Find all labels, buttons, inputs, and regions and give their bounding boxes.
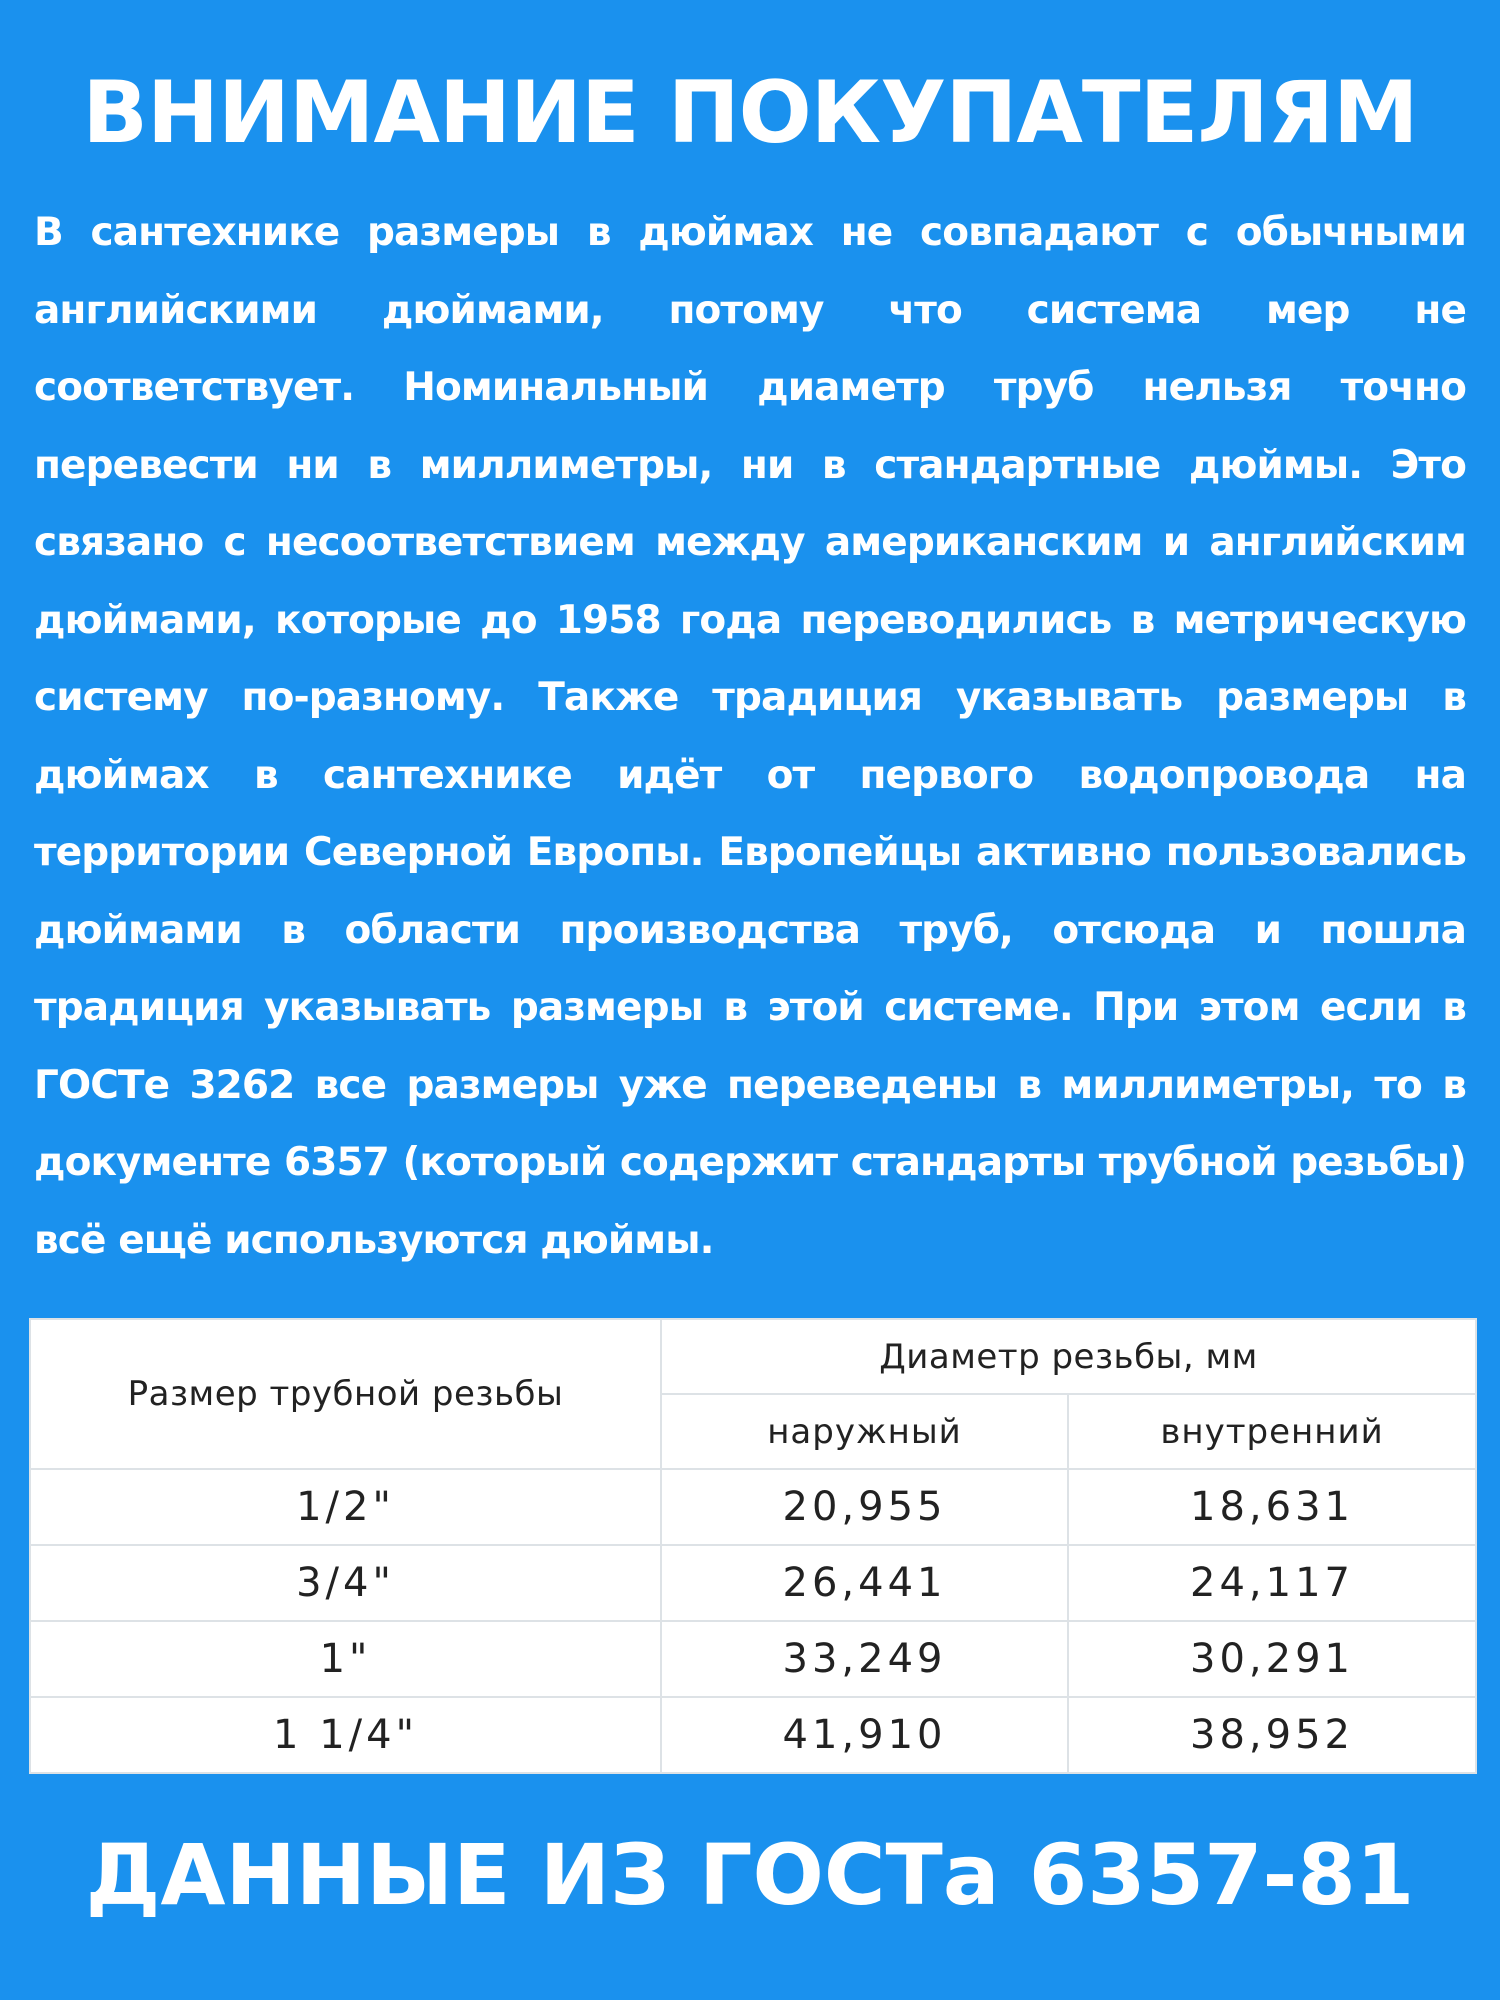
cell-outer-diameter: 33,249 bbox=[661, 1621, 1068, 1697]
cell-thread-size: 1/2" bbox=[30, 1469, 661, 1545]
notice-paragraph: В сантехнике размеры в дюймах не совпадают с обычными английскими дюймами, потому что система мер не соответствует. Номинальный диаметр труб нельзя точно перевести ни в миллиметры, ни в стандартные дюймы. Это связано с несоответствием между американским и английским дюймами, которые до 1958 года переводились в метрическую систему по-разному. Также традиция указывать размеры в дюймах в сантехнике идёт от первого водопровода на территории Северной Европы. Европейцы активно пользовались дюймами в области производства труб, отсюда и пошла традиция указывать размеры в этой системе. При этом если в ГОСТе 3262 все размеры уже переведены в миллиметры, то в документе 6357 (который содержит стандарты трубной резьбы) всё ещё используются дюймы. bbox=[34, 210, 1466, 1263]
cell-inner-diameter: 38,952 bbox=[1068, 1697, 1476, 1773]
thread-table-container bbox=[29, 1318, 1475, 1772]
table-row bbox=[30, 1469, 1476, 1545]
table-row bbox=[30, 1697, 1476, 1773]
cell-outer-diameter: 26,441 bbox=[661, 1545, 1068, 1621]
table-row bbox=[30, 1545, 1476, 1621]
cell-inner-diameter: 30,291 bbox=[1068, 1621, 1476, 1697]
header-thread-diameter: Диаметр резьбы, мм bbox=[661, 1319, 1476, 1394]
cell-inner-diameter: 18,631 bbox=[1068, 1469, 1476, 1545]
table-header-row bbox=[30, 1319, 1476, 1394]
header-inner-diameter: внутренний bbox=[1068, 1394, 1476, 1469]
cell-outer-diameter: 41,910 bbox=[661, 1697, 1068, 1773]
cell-thread-size: 1" bbox=[30, 1621, 661, 1697]
cell-inner-diameter: 24,117 bbox=[1068, 1545, 1476, 1621]
header-thread-size: Размер трубной резьбы bbox=[30, 1319, 661, 1469]
footer-source-note: ДАННЫЕ ИЗ ГОСТа 6357-81 bbox=[85, 1826, 1415, 1924]
cell-thread-size: 1 1/4" bbox=[30, 1697, 661, 1773]
table-row bbox=[30, 1621, 1476, 1697]
cell-thread-size: 3/4" bbox=[30, 1545, 661, 1621]
page-title: ВНИМАНИЕ ПОКУПАТЕЛЯМ bbox=[82, 63, 1418, 163]
header-outer-diameter: наружный bbox=[661, 1394, 1068, 1469]
cell-outer-diameter: 20,955 bbox=[661, 1469, 1068, 1545]
thread-size-table bbox=[29, 1318, 1477, 1774]
